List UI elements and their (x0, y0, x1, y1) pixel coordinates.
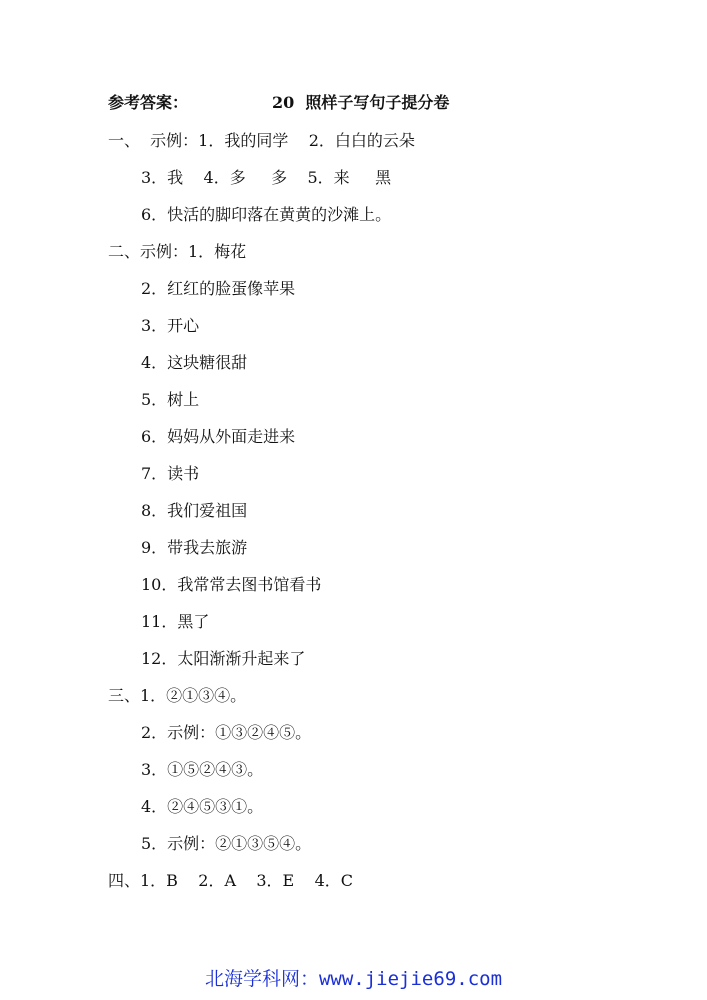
section-3-line-2: 2．示例：①③②④⑤。 (141, 723, 312, 742)
section-3-line-1: 三、1．②①③④。 (108, 686, 247, 705)
section-2-line-9: 9．带我去旅游 (141, 538, 248, 557)
answer-label: 参考答案： (108, 93, 189, 112)
section-1-line-2: 3．我 4．多 多 5．来 黑 (141, 168, 392, 187)
section-2-line-6: 6．妈妈从外面走进来 (141, 427, 296, 446)
section-2-line-2: 2．红红的脸蛋像苹果 (141, 279, 296, 298)
section-2-line-12: 12．太阳渐渐升起来了 (141, 649, 306, 668)
section-2-line-3: 3．开心 (141, 316, 200, 335)
footer-watermark: 北海学科网：www.jiejie69.com (204, 968, 503, 990)
section-2-line-1: 二、示例：1．梅花 (108, 242, 247, 261)
section-2-line-10: 10．我常常去图书馆看书 (141, 575, 322, 594)
section-2-line-11: 11．黑了 (141, 612, 210, 631)
section-1-line-3: 6．快活的脚印落在黄黄的沙滩上。 (141, 205, 392, 224)
section-3-line-5: 5．示例：②①③⑤④。 (141, 834, 312, 853)
page-title: 20 照样子写句子提分卷 (272, 93, 450, 112)
section-3-line-4: 4．②④⑤③①。 (141, 797, 264, 816)
section-2-line-7: 7．读书 (141, 464, 200, 483)
section-2-line-5: 5．树上 (141, 390, 200, 409)
section-2-line-4: 4．这块糖很甜 (141, 353, 248, 372)
section-2-line-8: 8．我们爱祖国 (141, 501, 248, 520)
section-1-line-1: 一、 示例：1．我的同学 2．白白的云朵 (108, 131, 415, 150)
section-3-line-3: 3．①⑤②④③。 (141, 760, 264, 779)
section-4-line-1: 四、1．B 2．A 3．E 4．C (108, 871, 353, 890)
